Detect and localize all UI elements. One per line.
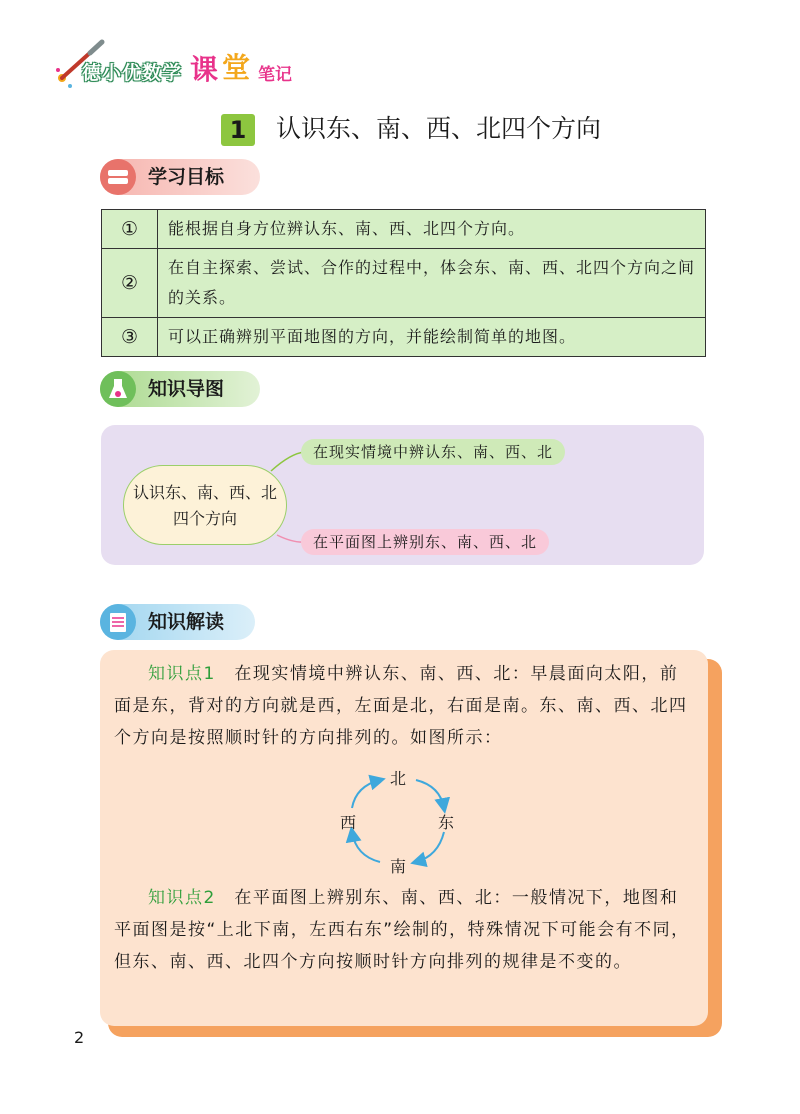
mindmap-branch-plan: 在平面图上辨别东、南、西、北 (301, 529, 549, 555)
table-row (102, 249, 706, 318)
lesson-number: 1 (221, 114, 255, 146)
brand-name: 德小优数学 (82, 62, 183, 84)
kp1-label: 知识点1 (148, 664, 216, 684)
section-header-mindmap (100, 371, 260, 407)
mindmap-center (123, 465, 287, 545)
goal-number: ② (102, 249, 158, 318)
brand-tang: 堂 (222, 51, 251, 84)
flask-icon (100, 371, 136, 407)
knowledge-point-2 (114, 882, 694, 978)
compass-diagram (328, 766, 468, 876)
table-row (102, 210, 706, 249)
goal-text: 在自主探索、尝试、合作的过程中，体会东、南、西、北四个方向之间的关系。 (158, 249, 706, 318)
table-row (102, 318, 706, 357)
mindmap-branch-real: 在现实情境中辨认东、南、西、北 (301, 439, 565, 465)
direction-west: 西 (340, 813, 357, 832)
mindmap-center-line2: 四个方向 (172, 509, 237, 528)
knowledge-point-1 (114, 658, 694, 754)
reading-box (100, 650, 708, 1026)
kp1-text: 在现实情境中辨认东、南、西、北：早晨面向太阳，前面是东，背对的方向就是西，左面是北，右面是南。东、南、西、北四个方向是按照顺时针的方向排列的。如图所示： (114, 664, 688, 748)
goal-text: 可以正确辨别平面地图的方向，并能绘制简单的地图。 (158, 318, 706, 357)
mindmap-center-line1: 认识东、南、西、北 (132, 483, 277, 502)
section-title-reading: 知识解读 (148, 611, 225, 633)
section-title-goals: 学习目标 (148, 166, 225, 188)
brand-logo (50, 36, 310, 96)
brand-biji: 笔记 (258, 65, 292, 85)
goal-number: ① (102, 210, 158, 249)
section-title-mindmap: 知识导图 (148, 378, 225, 400)
lesson-title: 认识东、南、西、北四个方向 (276, 114, 602, 143)
book-icon (100, 159, 136, 195)
direction-north: 北 (390, 769, 407, 788)
notebook-icon (100, 604, 136, 640)
kp2-text: 在平面图上辨别东、南、西、北：一般情况下，地图和平面图是按“上北下南，左西右东”绘制的，特殊情况下可能会有不同，但东、南、西、北四个方向按顺时针方向排列的规律是不变的。 (114, 888, 690, 972)
goal-text: 能根据自身方位辨认东、南、西、北四个方向。 (158, 210, 706, 249)
goals-table (101, 209, 706, 357)
direction-east: 东 (438, 813, 455, 832)
page-number: 2 (74, 1028, 85, 1047)
kp2-label: 知识点2 (148, 888, 216, 908)
brand-ke: 课 (190, 53, 219, 86)
section-header-reading (100, 604, 255, 640)
section-header-goals (100, 159, 260, 195)
direction-south: 南 (390, 857, 407, 876)
mind-map (101, 425, 704, 565)
goal-number: ③ (102, 318, 158, 357)
